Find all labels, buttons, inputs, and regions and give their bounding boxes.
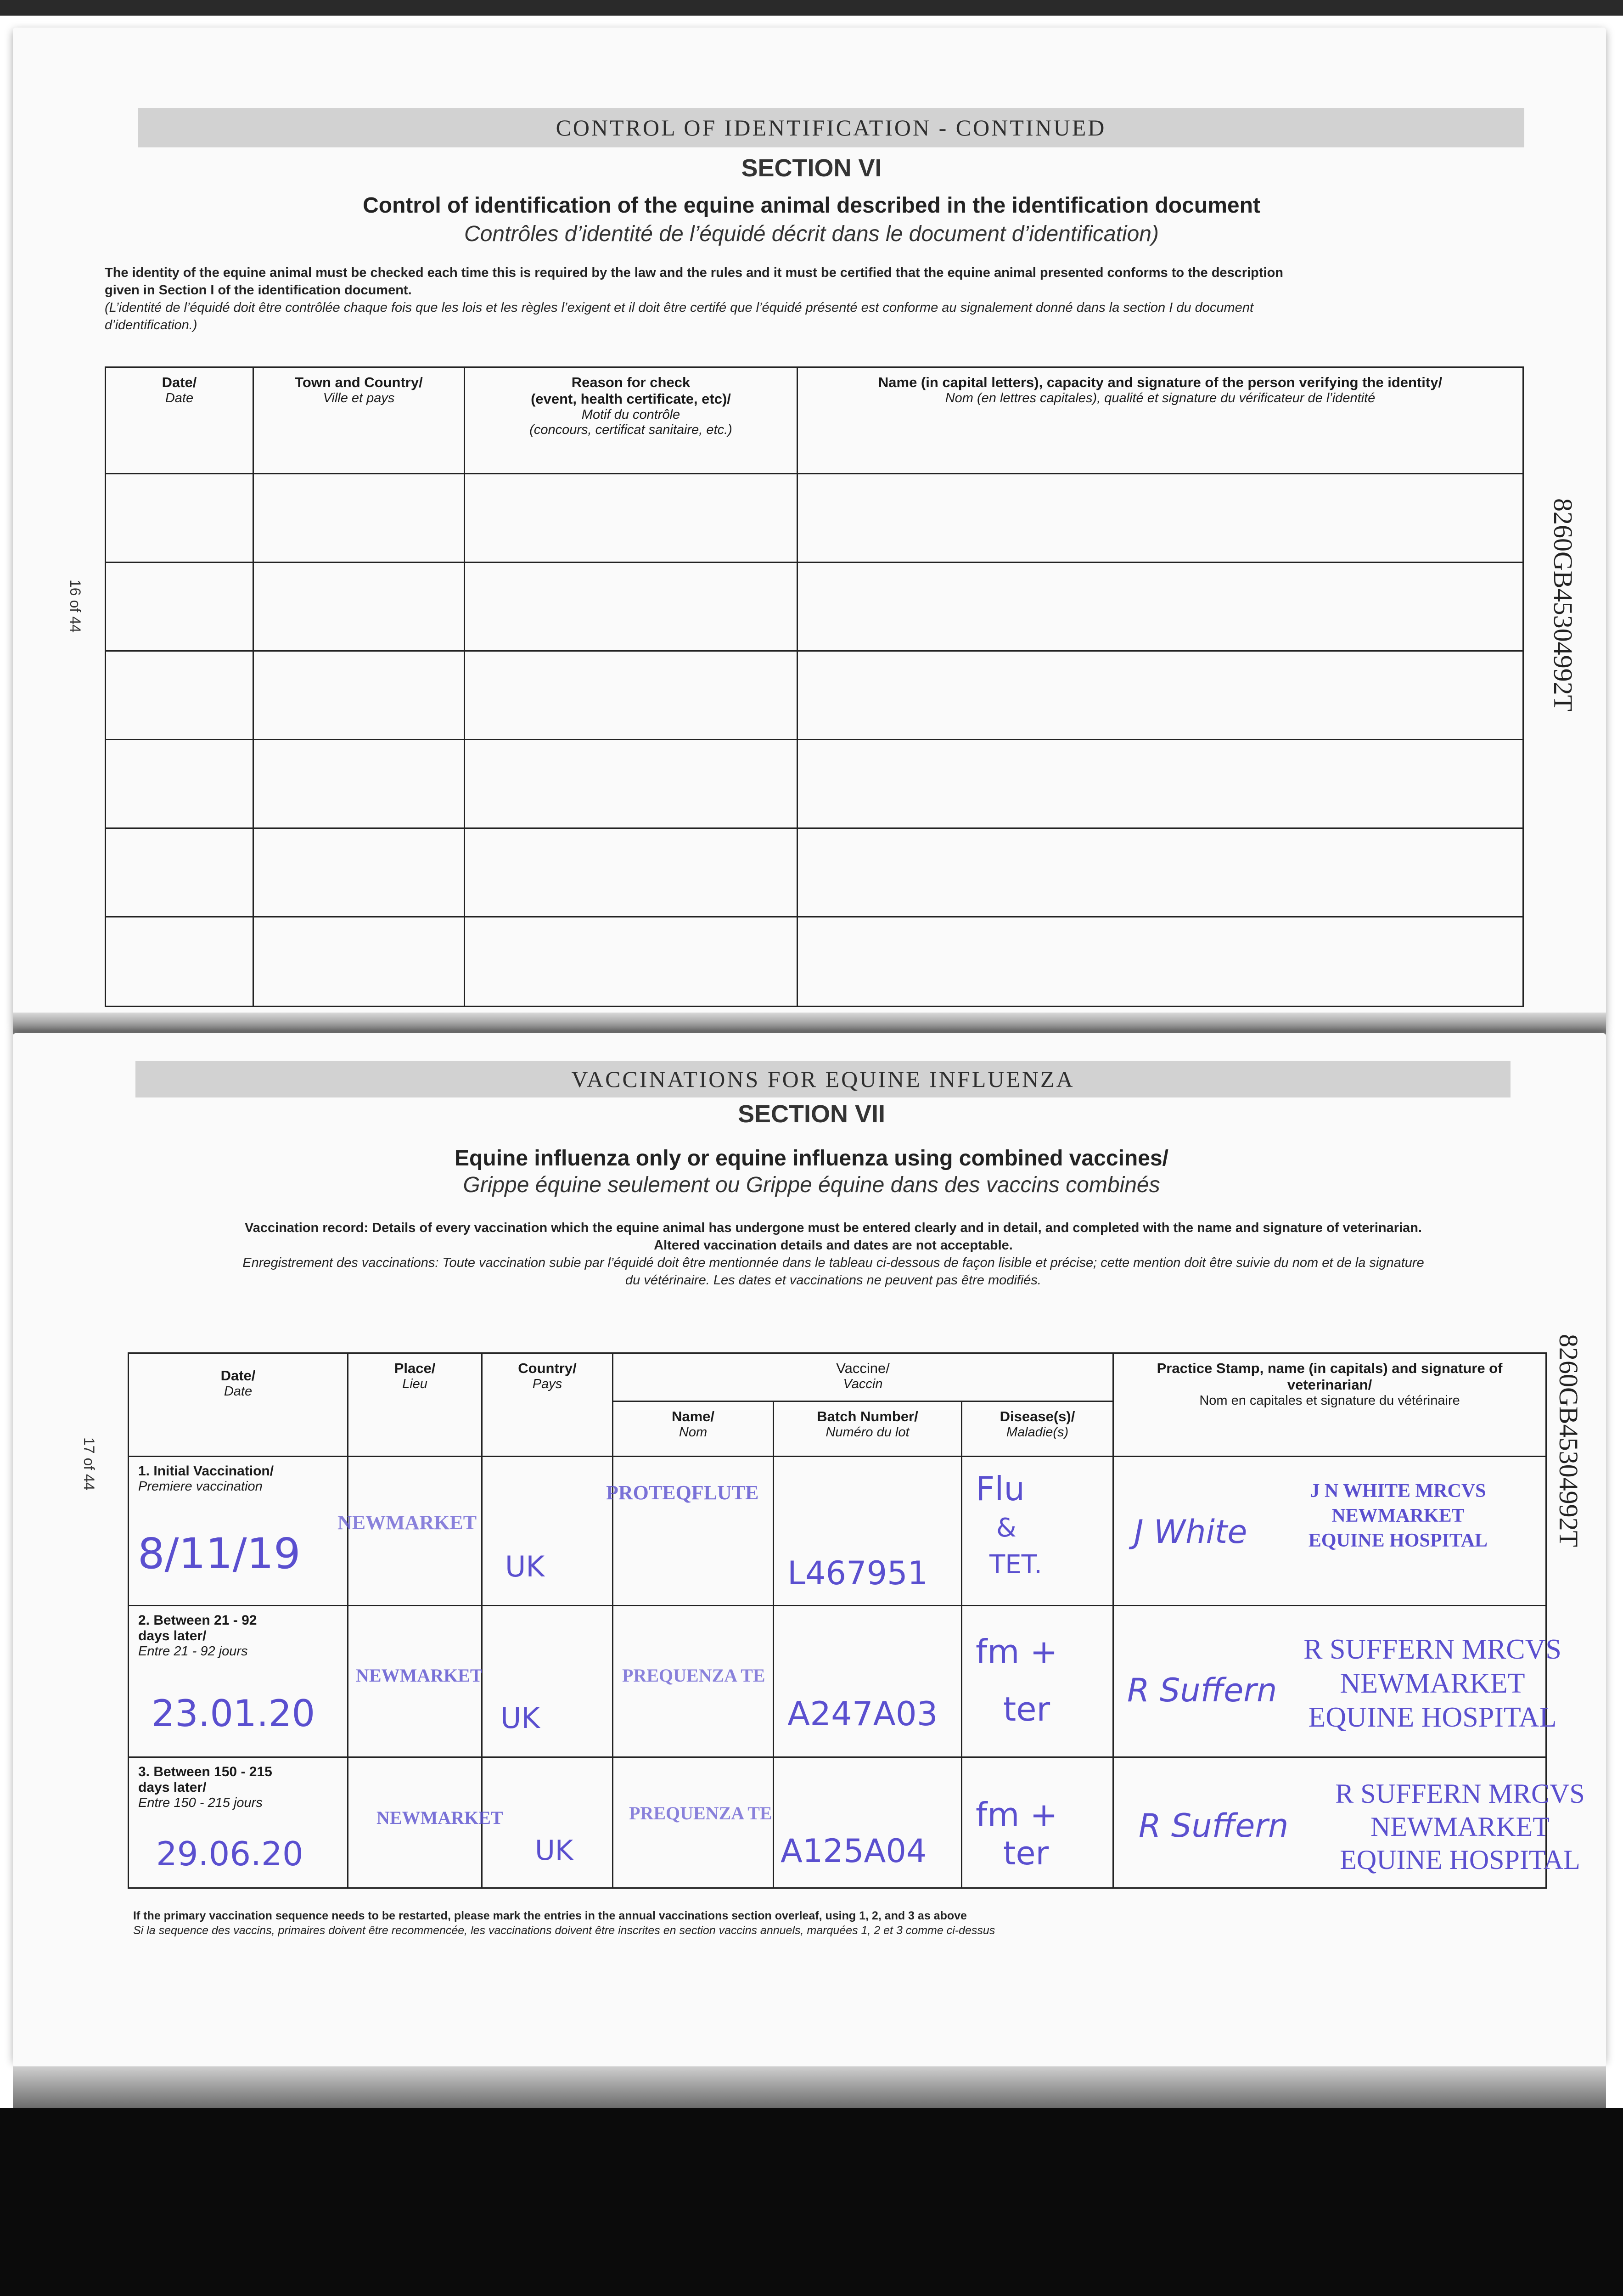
col-practice-stamp: Practice Stamp, name (in capitals) and signature of veterinarian/ Nom en capitales et signature du vétérinaire [1113,1353,1546,1457]
row1-disease-line3: TET. [989,1550,1042,1580]
section7-label: SECTION VII [737,1100,886,1128]
row1-vaccine-stamp: PROTEQFLUTE [606,1481,759,1504]
col-reason: Reason for check (event, health certificate, etc)/ Motif du contrôle (concours, certificat sanitaire, etc.) [465,367,797,474]
section7-title-en: Equine influenza only or equine influenza using combined vaccines/ [455,1146,1168,1171]
row1-date: 8/11/19 [138,1529,301,1578]
scan-top-edge [0,0,1623,16]
section7-para-en-2: Altered vaccination details and dates are not acceptable. [654,1238,1013,1253]
row-label: 1. Initial Vaccination/ Premiere vaccination [129,1457,348,1606]
row1-place-stamp: NEWMARKET [337,1511,477,1534]
row3-vet-stamp: R SUFFERN MRCVS NEWMARKET EQUINE HOSPITAL [1335,1778,1585,1875]
row-label: 2. Between 21 - 92 days later/ Entre 21 - 92 jours [129,1606,348,1757]
row1-country: UK [505,1550,545,1583]
page-number-17: 17 of 44 [81,1437,97,1491]
row1-batch: L467951 [787,1554,928,1592]
row1-vet-stamp: J N WHITE MRCVS NEWMARKET EQUINE HOSPITAL [1308,1480,1488,1551]
col-vaccine: Vaccine/ Vaccin [613,1353,1113,1401]
row3-disease-line1: fm + [976,1795,1058,1834]
table-row [106,917,1523,1007]
col-batch-number: Batch Number/ Numéro du lot [774,1401,962,1457]
section7-para-fr-2: du vétérinaire. Les dates et vaccinations ne peuvent pas être modifiés. [625,1273,1041,1288]
scan-background [0,2108,1623,2296]
col-country: Country/ Pays [482,1353,613,1457]
table-row [106,474,1523,563]
footnote-fr: Si la sequence des vaccins, primaires doivent être recommencée, les vaccinations doivent être inscrites en section vaccins annuels, marquées 1, 2 et 3 comme ci-dessus [133,1924,995,1937]
section6-banner: CONTROL OF IDENTIFICATION - CONTINUED [138,108,1524,147]
row2-disease-line2: ter [1003,1690,1050,1728]
row2-disease-line1: fm + [976,1632,1058,1671]
col-vaccine-name: Name/ Nom [613,1401,774,1457]
col-diseases: Disease(s)/ Maladie(s) [962,1401,1113,1457]
row2-date: 23.01.20 [152,1692,315,1735]
col-vacc-date: Date/ Date [129,1353,348,1457]
row3-country: UK [535,1835,573,1867]
row2-country: UK [500,1701,540,1735]
row2-signature: R Suffern [1127,1671,1277,1709]
page-number-16: 16 of 44 [67,580,84,633]
col-date: Date/ Date [106,367,253,474]
footnote-en: If the primary vaccination sequence needs to be restarted, please mark the entries in the annual vaccinations section overleaf, using 1, 2, and 3 as above [133,1909,967,1922]
row2-vaccine-stamp: PREQUENZA TE [622,1665,765,1686]
section7-title-fr: Grippe équine seulement ou Grippe équine dans des vaccins combinés [463,1173,1160,1197]
section6-title-en: Control of identification of the equine animal described in the identification document [363,193,1260,218]
section6-para-fr-2: d’identification.) [105,318,197,332]
row2-place-stamp: NEWMARKET [356,1665,483,1686]
section6-label: SECTION VI [741,154,882,182]
row2-vet-stamp: R SUFFERN MRCVS NEWMARKET EQUINE HOSPITAL [1303,1634,1561,1733]
section7-instructions [133,1219,1533,1289]
table-row [106,651,1523,740]
identity-check-header-row [106,367,1523,474]
section7-para-en-1: Vaccination record: Details of every vaccination which the equine animal has undergone must be entered clearly and in detail, and completed with the name and signature of veterinarian. [245,1221,1422,1235]
section6-para-en-2: given in Section I of the identification document. [105,283,412,298]
section6-title-fr: Contrôles d’identité de l’équidé décrit dans le document d’identification) [464,222,1159,246]
row3-vaccine-stamp: PREQUENZA TE [629,1803,772,1823]
col-town-country: Town and Country/ Ville et pays [253,367,465,474]
row-label: 3. Between 150 - 215 days later/ Entre 150 - 215 jours [129,1757,348,1888]
section7-banner: VACCINATIONS FOR EQUINE INFLUENZA [135,1061,1511,1097]
section7-para-fr-1: Enregistrement des vaccinations: Toute vaccination subie par l’équidé doit être mentionnée dans le tableau ci-dessous de façon lisible et précise; cette mention doit être suivie du nom et de la signature [242,1255,1424,1270]
row3-batch: A125A04 [781,1832,927,1870]
row3-date: 29.06.20 [156,1835,303,1873]
identity-check-table [105,366,1524,1007]
row2-batch: A247A03 [787,1694,938,1733]
section6-para-en-1: The identity of the equine animal must be checked each time this is required by the law and the rules and it must be certified that the equine animal presented conforms to the description [105,265,1284,280]
vaccination-header-row-1 [129,1353,1546,1401]
row3-signature: R Suffern [1139,1807,1289,1845]
row1-disease-line2: & [996,1513,1016,1543]
section6-instructions [105,264,1537,334]
passport-reference-bottom: 8260GB45304992T [1554,1334,1584,1547]
passport-reference-top: 8260GB45304992T [1548,498,1578,711]
book-bottom-edge [13,2066,1606,2108]
row1-signature: J White [1134,1513,1247,1551]
table-row [106,828,1523,917]
row3-disease-line2: ter [1003,1835,1049,1872]
section6-para-fr-1: (L’identité de l’équidé doit être contrôlée chaque fois que les lois et les règles l’exigent et il doit être certifé que l’équidé présenté est conforme au signalement donné dans la section I du document [105,300,1254,315]
col-place: Place/ Lieu [348,1353,482,1457]
table-row [106,740,1523,828]
row1-disease-line1: Flu [976,1469,1025,1508]
row3-place-stamp: NEWMARKET [376,1807,503,1828]
col-verifier-name: Name (in capital letters), capacity and signature of the person verifying the identity/ Nom (en lettres capitales), qualité et signature du vérificateur de l’identité [797,367,1523,474]
table-row [106,563,1523,651]
